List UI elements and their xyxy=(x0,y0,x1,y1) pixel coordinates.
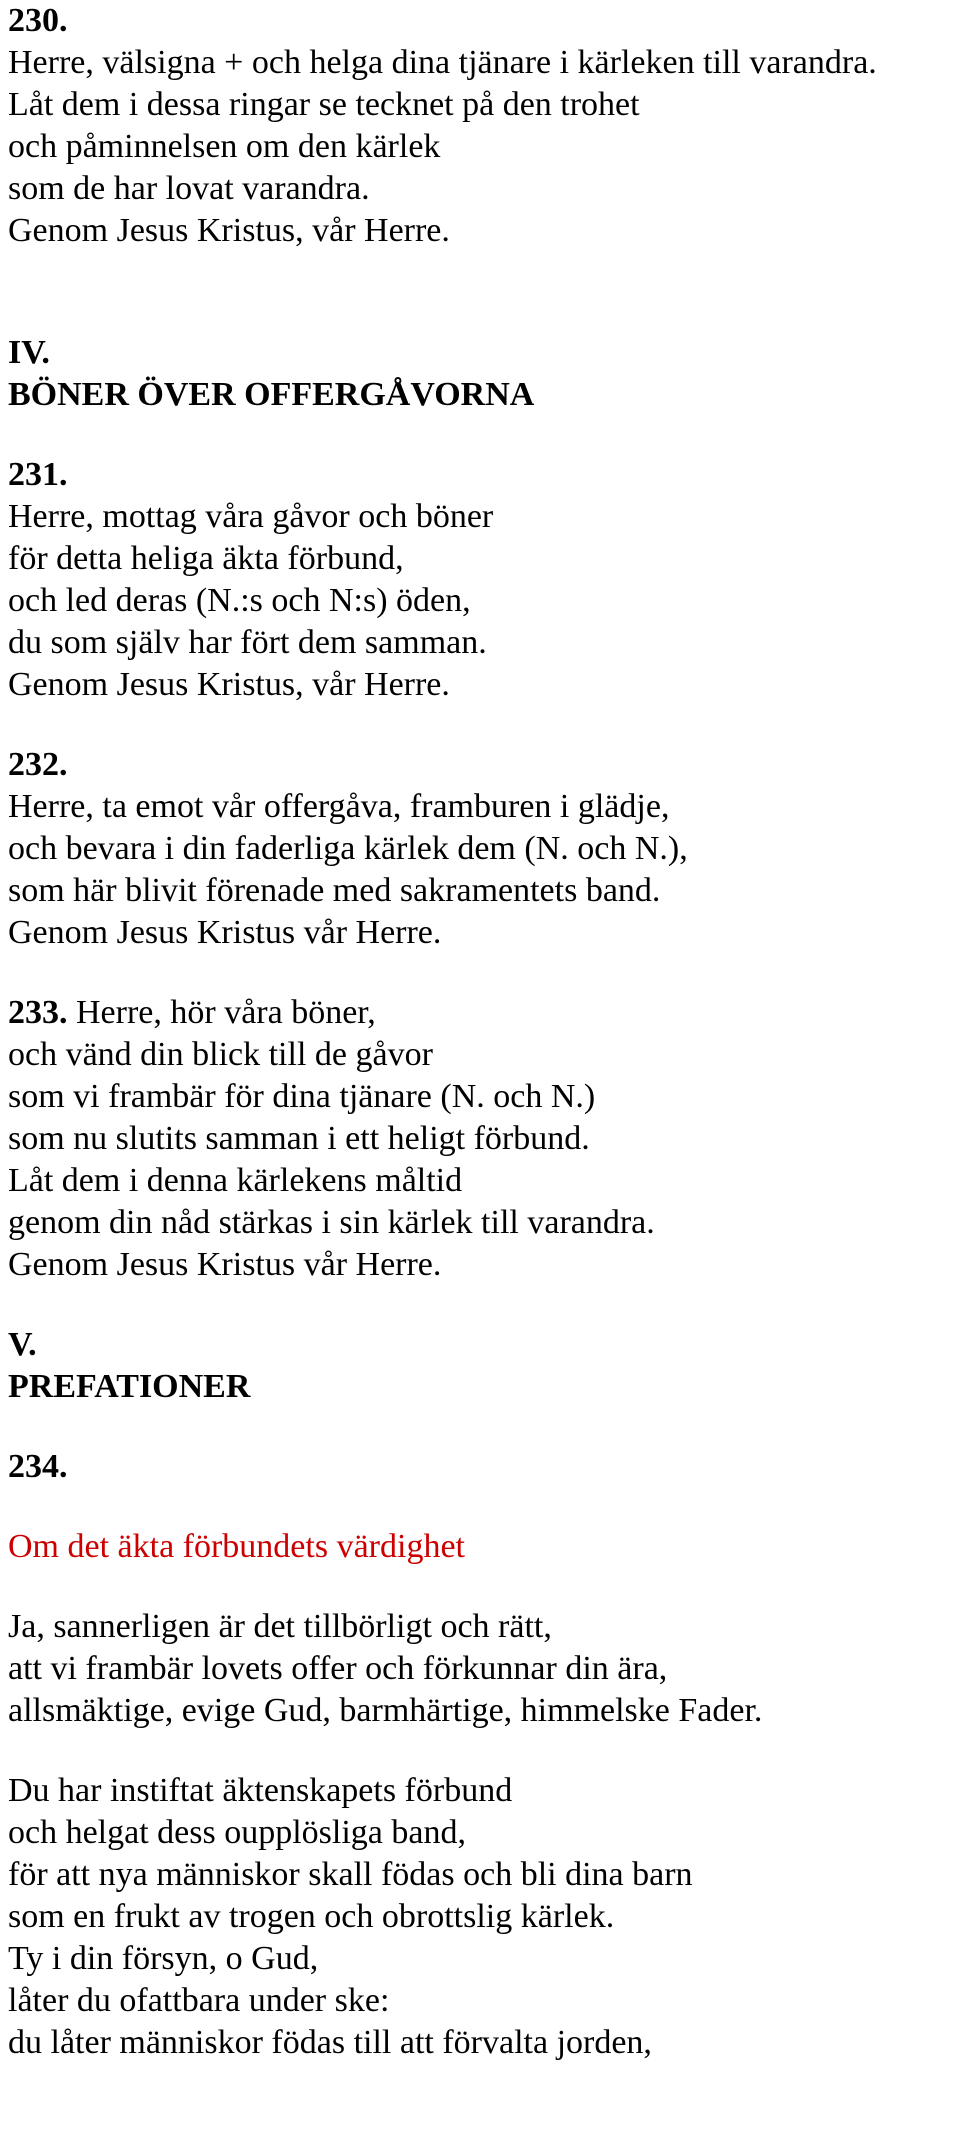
prayer-number: 233. xyxy=(8,994,68,1031)
text-line: som en frukt av trogen och obrottslig kärlek. xyxy=(8,1898,615,1935)
prayer-230 xyxy=(8,0,952,252)
section-title: BÖNER ÖVER OFFERGÅVORNA xyxy=(8,376,535,413)
prayer-first-line xyxy=(8,992,952,1034)
text-line: som här blivit förenade med sakramentets band. xyxy=(8,872,661,909)
text-fragment: Herre, hör våra böner, xyxy=(67,994,376,1031)
text-line: som de har lovat varandra. xyxy=(8,170,370,207)
document-page xyxy=(8,0,952,2064)
text-line: som vi frambär för dina tjänare (N. och N.) xyxy=(8,1078,596,1115)
text-line: Herre, mottag våra gåvor och böner xyxy=(8,498,494,535)
text-line: du som själv har fört dem samman. xyxy=(8,624,487,661)
prayer-number: 230. xyxy=(8,2,68,39)
text-line: Herre, välsigna + och helga dina tjänare i kärleken till varandra. xyxy=(8,44,877,81)
section-v xyxy=(8,1324,952,1408)
text-line: Herre, ta emot vår offergåva, framburen i glädje, xyxy=(8,788,670,825)
prayer-number: 232. xyxy=(8,746,68,783)
text-line: Låt dem i denna kärlekens måltid xyxy=(8,1162,463,1199)
section-title: PREFATIONER xyxy=(8,1368,251,1405)
text-line: allsmäktige, evige Gud, barmhärtige, himmelske Fader. xyxy=(8,1692,763,1729)
preface-heading: Om det äkta förbundets värdighet xyxy=(8,1528,465,1565)
text-line: för detta heliga äkta förbund, xyxy=(8,540,404,577)
text-line: Ty i din försyn, o Gud, xyxy=(8,1940,319,1977)
prayer-232 xyxy=(8,744,952,954)
text-line: och vänd din blick till de gåvor xyxy=(8,1036,433,1073)
prayer-234 xyxy=(8,1446,952,2064)
prayer-number: 231. xyxy=(8,456,68,493)
text-line: för att nya människor skall födas och bli dina barn xyxy=(8,1856,693,1893)
text-line: som nu slutits samman i ett heligt förbund. xyxy=(8,1120,590,1157)
text-line: Låt dem i dessa ringar se tecknet på den trohet xyxy=(8,86,640,123)
prayer-231 xyxy=(8,454,952,706)
text-line: och påminnelsen om den kärlek xyxy=(8,128,441,165)
text-line: och bevara i din faderliga kärlek dem (N. och N.), xyxy=(8,830,688,867)
text-line: Ja, sannerligen är det tillbörligt och rätt, xyxy=(8,1608,552,1645)
text-line: Genom Jesus Kristus, vår Herre. xyxy=(8,666,450,703)
text-line: Genom Jesus Kristus vår Herre. xyxy=(8,914,442,951)
section-iv xyxy=(8,332,952,416)
prayer-number: 234. xyxy=(8,1448,68,1485)
prayer-233 xyxy=(8,992,952,1286)
text-line: Genom Jesus Kristus, vår Herre. xyxy=(8,212,450,249)
text-line: Du har instiftat äktenskapets förbund xyxy=(8,1772,513,1809)
text-line: att vi frambär lovets offer och förkunnar din ära, xyxy=(8,1650,668,1687)
text-line: du låter människor födas till att förvalta jorden, xyxy=(8,2024,652,2061)
text-line: genom din nåd stärkas i sin kärlek till varandra. xyxy=(8,1204,655,1241)
text-line: Genom Jesus Kristus vår Herre. xyxy=(8,1246,442,1283)
text-line: och helgat dess oupplösliga band, xyxy=(8,1814,466,1851)
section-numeral: V. xyxy=(8,1326,37,1363)
section-numeral: IV. xyxy=(8,334,50,371)
text-line: låter du ofattbara under ske: xyxy=(8,1982,390,2019)
text-line: och led deras (N.:s och N:s) öden, xyxy=(8,582,471,619)
